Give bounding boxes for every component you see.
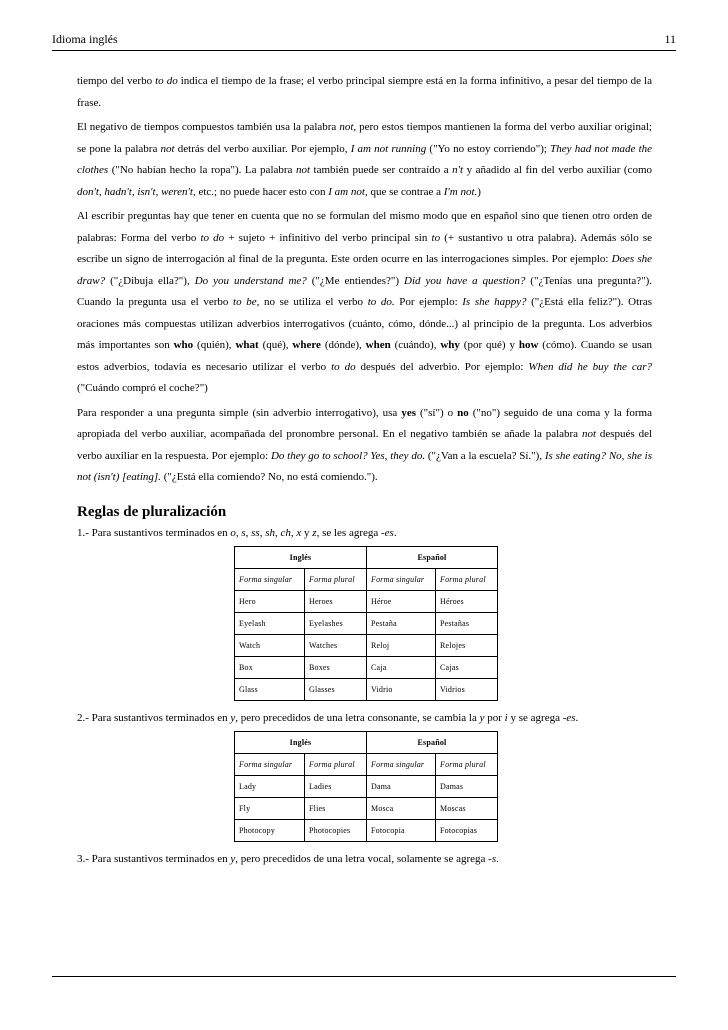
page-content: [77, 71, 652, 869]
table-cell: Damas: [436, 775, 498, 797]
table-cell: Heroes: [305, 590, 367, 612]
subheader-singular: Forma singular: [367, 753, 436, 775]
table-cell: Flies: [305, 797, 367, 819]
table-row: [235, 612, 498, 634]
paragraph-negative-compound: El negativo de tiempos compuestos también usa la palabra not, pero estos tiempos mantienen la forma del verbo auxiliar original; se pone la palabra not detrás del verbo auxiliar. Por ejemplo, I am not running ("Yo no estoy corriendo"); They had not made the clothes ("No habían hecho la ropa"). La palabra not también puede ser contraído a n't y añadido al fin del verbo auxiliar (como don't, hadn't, isn't, weren't, etc.; no puede hacer esto con I am not, que se contrae a I'm not.): [77, 121, 653, 198]
table-cell: Cajas: [436, 656, 498, 678]
header-english: Inglés: [235, 546, 367, 568]
table-row: [235, 678, 498, 700]
table-cell: Vidrios: [436, 678, 498, 700]
paragraph-questions: Al escribir preguntas hay que tener en cuenta que no se formulan del mismo modo que en español sino que tienen otro orden de palabras: Forma del verbo to do + sujeto + infinitivo del verbo principal sin to (+ sustantivo u otra palabra). Además sólo se escribe un signo de interrogación al final de la pregunta. Este orden ocurre en las interrogaciones simples. Por ejemplo: Does she draw? ("¿Dibuja ella?"), Do you understand me? ("¿Me entiendes?") Did you have a question? ("¿Tenías una pregunta?"). Cuando la pregunta usa el verbo to be, no se utiliza el verbo to do. Por ejemplo: Is she happy? ("¿Está ella feliz?"). Otras oraciones más compuestas utilizan adverbios interrogativos (cuánto, cómo, dónde...) al principio de la pregunta. Los adverbios más importantes son who (quién), what (qué), where (dónde), when (cuándo), why (por qué) y how (cómo). Cuando se usan estos adverbios, todavía es necesario utilizar el verbo to do después del adverbio. Por ejemplo: When did he buy the car? ("Cuándo compró el coche?"): [77, 210, 653, 394]
table-cell: Glasses: [305, 678, 367, 700]
table-cell: Eyelash: [235, 612, 305, 634]
table-cell: Hero: [235, 590, 305, 612]
table-cell: Fotocopias: [436, 819, 498, 841]
table-cell: Caja: [367, 656, 436, 678]
table-cell: Photocopies: [305, 819, 367, 841]
footer-divider: [52, 976, 676, 977]
table-cell: Boxes: [305, 656, 367, 678]
table-cell: Fotocopia: [367, 819, 436, 841]
table-row: [235, 634, 498, 656]
subheader-plural: Forma plural: [436, 568, 498, 590]
table-cell: Eyelashes: [305, 612, 367, 634]
header-spanish: Español: [367, 731, 498, 753]
table-cell: Watches: [305, 634, 367, 656]
header-title: Idioma inglés: [52, 32, 118, 46]
table-row: [235, 797, 498, 819]
rule-3: 3.- Para sustantivos terminados en y, pero precedidos de una letra vocal, solamente se agrega -s.: [77, 852, 499, 865]
page-number: 11: [664, 32, 676, 46]
table-cell: Fly: [235, 797, 305, 819]
plural-table-1: [234, 546, 498, 701]
rule-2: 2.- Para sustantivos terminados en y, pero precedidos de una letra consonante, se cambia la y por i y se agrega -es.: [77, 711, 579, 724]
table-cell: Lady: [235, 775, 305, 797]
header-spanish: Español: [367, 546, 498, 568]
table-cell: Box: [235, 656, 305, 678]
table-row: [235, 819, 498, 841]
page-header: [52, 32, 676, 47]
plural-table-2: [234, 731, 498, 842]
table-cell: Reloj: [367, 634, 436, 656]
table-cell: Moscas: [436, 797, 498, 819]
subheader-singular: Forma singular: [235, 568, 305, 590]
subheader-plural: Forma plural: [305, 753, 367, 775]
table-cell: Dama: [367, 775, 436, 797]
table-cell: Photocopy: [235, 819, 305, 841]
table-cell: Relojes: [436, 634, 498, 656]
table-cell: Héroes: [436, 590, 498, 612]
header-english: Inglés: [235, 731, 367, 753]
table-cell: Ladies: [305, 775, 367, 797]
rule-1: 1.- Para sustantivos terminados en o, s, ss, sh, ch, x y z, se les agrega -es.: [77, 526, 397, 539]
paragraph-answers: Para responder a una pregunta simple (sin adverbio interrogativo), usa yes ("sí") o no ("no") seguido de una coma y la forma apropiada del verbo auxiliar, acompañada del pronombre personal. En el negativo también se añade la palabra not después del verbo auxiliar en la respuesta. Por ejemplo: Do they go to school? Yes, they do. ("¿Van a la escuela? Sí."), Is she eating? No, she is not (isn't) [eating]. ("¿Está ella comiendo? No, no está comiendo.").: [77, 406, 653, 483]
table-cell: Pestaña: [367, 612, 436, 634]
table-cell: Glass: [235, 678, 305, 700]
subheader-plural: Forma plural: [436, 753, 498, 775]
table-cell: Vidrio: [367, 678, 436, 700]
table-cell: Héroe: [367, 590, 436, 612]
table-cell: Pestañas: [436, 612, 498, 634]
header-divider: [52, 50, 676, 51]
table-row: [235, 590, 498, 612]
section-heading: Reglas de pluralización: [77, 503, 227, 520]
subheader-singular: Forma singular: [367, 568, 436, 590]
table-cell: Mosca: [367, 797, 436, 819]
subheader-plural: Forma plural: [305, 568, 367, 590]
table-row: [235, 656, 498, 678]
table-row: [235, 775, 498, 797]
table-cell: Watch: [235, 634, 305, 656]
subheader-singular: Forma singular: [235, 753, 305, 775]
paragraph-verb-tense: tiempo del verbo to do indica el tiempo de la frase; el verbo principal siempre está en la forma infinitivo, a pesar del tiempo de la frase.: [77, 75, 652, 109]
